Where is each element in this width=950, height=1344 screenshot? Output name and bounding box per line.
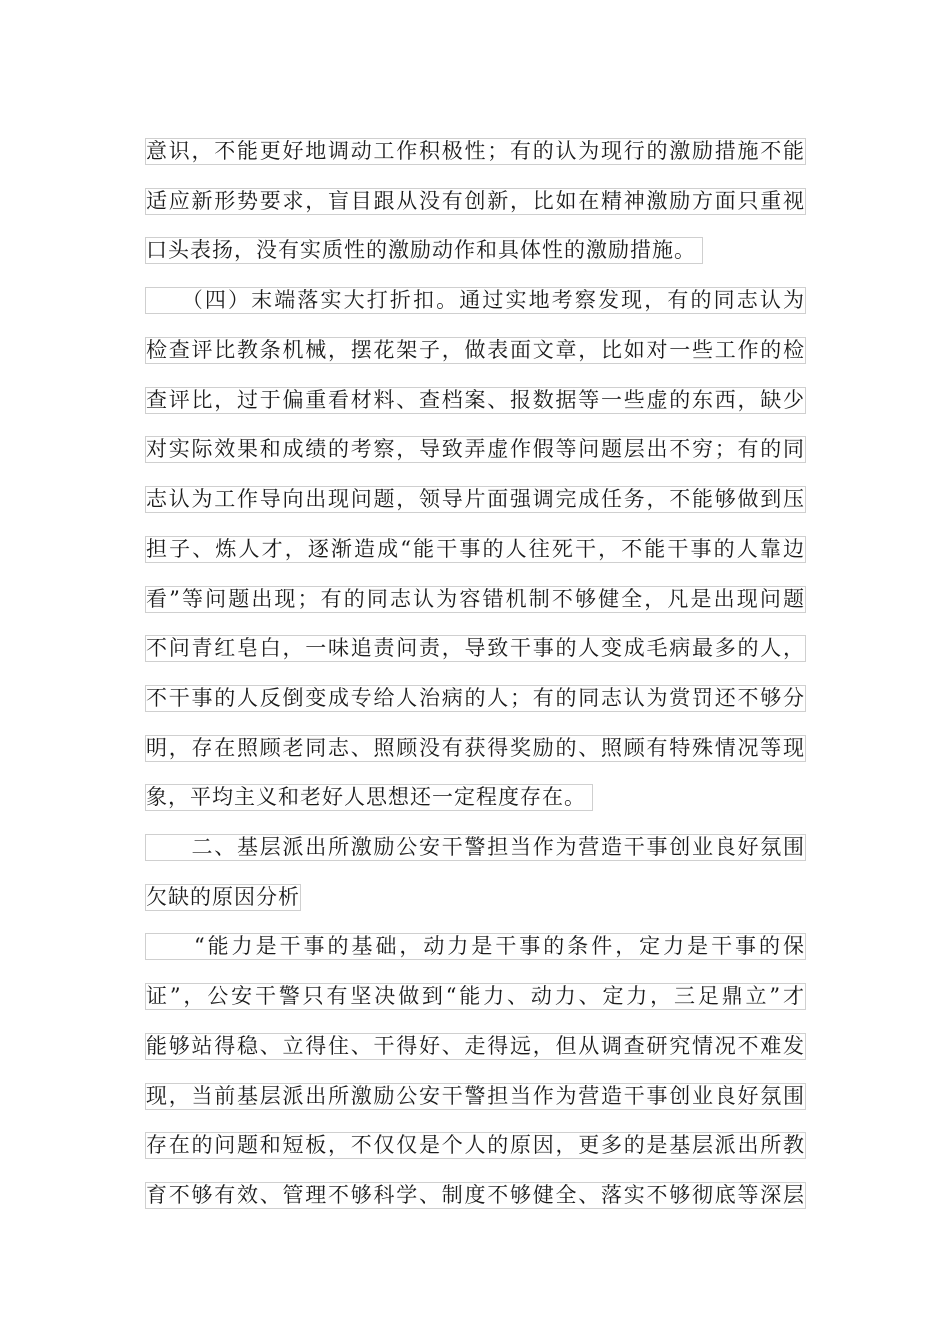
text-line: 担子、炼人才，逐渐造成“能干事的人往死干，不能干事的人靠边	[146, 537, 805, 561]
text-line: 现，当前基层派出所激励公安干警担当作为营造干事创业良好氛围	[146, 1084, 805, 1108]
text-line: 检查评比教条机械，摆花架子，做表面文章，比如对一些工作的检	[146, 338, 805, 362]
section-heading: 欠缺的原因分析	[146, 885, 300, 909]
text-line: 能够站得稳、立得住、干得好、走得远，但从调查研究情况不难发	[146, 1034, 805, 1058]
text-line: 不问青红皂白，一味追责问责，导致干事的人变成毛病最多的人，	[146, 636, 805, 660]
text-line: 志认为工作导向出现问题，领导片面强调完成任务，不能够做到压	[146, 487, 805, 511]
text-line: 不干事的人反倒变成专给人治病的人；有的同志认为赏罚还不够分	[146, 686, 805, 710]
text-line: 口头表扬，没有实质性的激励动作和具体性的激励措施。	[145, 237, 703, 264]
section-heading: 二、基层派出所激励公安干警担当作为营造干事创业良好氛围	[146, 835, 805, 859]
text-line: 明，存在照顾老同志、照顾没有获得奖励的、照顾有特殊情况等现	[146, 736, 805, 760]
text-line: “能力是干事的基础，动力是干事的条件，定力是干事的保	[146, 934, 805, 958]
text-line: 育不够有效、管理不够科学、制度不够健全、落实不够彻底等深层	[146, 1183, 805, 1207]
text-line: （四）末端落实大打折扣。通过实地考察发现，有的同志认为	[146, 288, 805, 312]
text-line: 存在的问题和短板，不仅仅是个人的原因，更多的是基层派出所教	[146, 1133, 805, 1157]
text-line: 证”，公安干警只有坚决做到“能力、动力、定力，三足鼎立”才	[146, 984, 805, 1008]
text-line: 意识，不能更好地调动工作积极性；有的认为现行的激励措施不能	[146, 139, 805, 163]
text-line: 对实际效果和成绩的考察，导致弄虚作假等问题层出不穷；有的同	[146, 437, 805, 461]
text-line: 查评比，过于偏重看材料、查档案、报数据等一些虚的东西，缺少	[146, 388, 805, 412]
text-line: 看”等问题出现；有的同志认为容错机制不够健全，凡是出现问题	[146, 587, 805, 611]
text-line: 象，平均主义和老好人思想还一定程度存在。	[145, 784, 593, 811]
text-line: 适应新形势要求，盲目跟从没有创新，比如在精神激励方面只重视	[146, 189, 805, 213]
